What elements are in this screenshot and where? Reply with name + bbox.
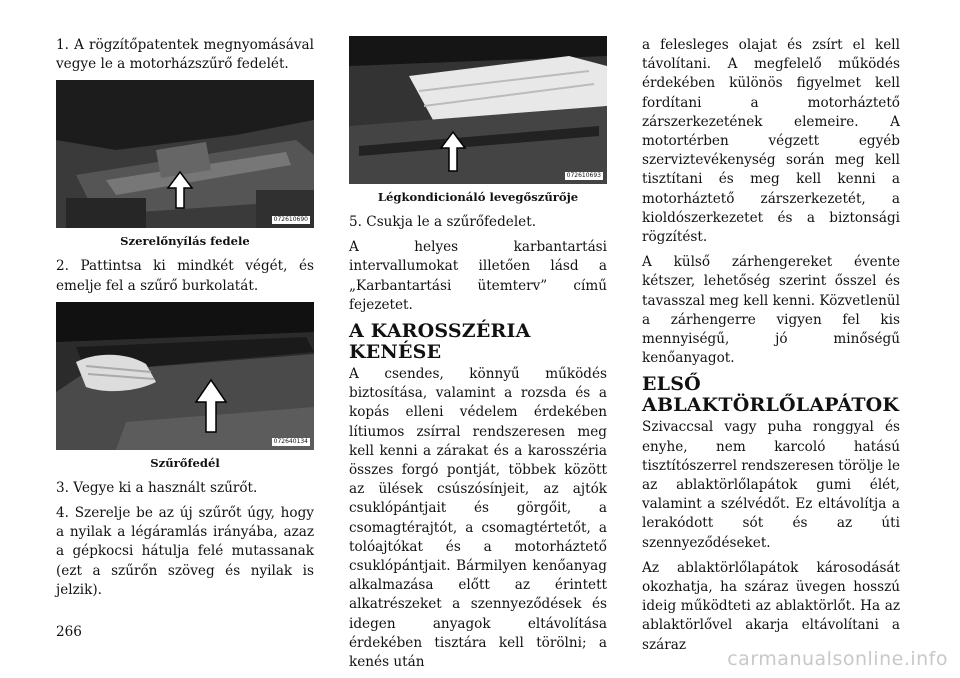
photo-access-cover: [56, 80, 314, 228]
wiper-cleaning-text: Szivaccsal vagy puha ronggyal és enyhe, nem karcoló hatású tisztítószerrel rendszeresen törölje le az ablaktörlőlapátok gumi élét, valamint a szélvédőt. Ez eltávolítja a lerakódott sót és az úti szennyeződéseket.: [642, 419, 900, 551]
page-number: 266: [56, 624, 82, 640]
caption-filter-cover: Szűrőfedél: [150, 455, 220, 470]
photo-code: 072640134: [273, 437, 308, 445]
heading-body-lubrication: A KAROSSZÉRIA KENÉSE: [349, 320, 531, 364]
step-3-text: 3. Vegye ki a használt szűrőt.: [56, 479, 258, 496]
photo-filter-cover-image: [56, 302, 314, 450]
heading-wiper-blades: ELSŐ ABLAKTÖRLŐLAPÁTOK: [642, 373, 900, 417]
maintenance-reference: A helyes karbantartási intervallumokat illetően lásd a „Karbantartási ütemterv” című fejezetet.: [349, 239, 607, 313]
photo-access-cover-image: [56, 80, 314, 228]
wiper-damage-text: Az ablaktörlőlapátok károsodását okozhatja, ha száraz üvegen hosszú ideig működteti az ablaktörlőt. Ha az ablaktörlővel akarja eltávolítani a száraz: [642, 559, 900, 653]
lock-cylinder-text: A külső zárhengereket évente kétszer, lehetőség szerint ősszel és tavasszal meg kell kenni. Közvetlenül a zárhengerre vigyen fel kis mennyiségű, jó minőségű kenőanyagot.: [642, 254, 900, 367]
lubrication-continued: a felesleges olajat és zsírt el kell távolítani. A megfelelő működés érdekében különös figyelmet kell fordítani a motorháztető zárszerkezetének elemeire. A motortérben végzett egyéb szerviztevékenység során meg kell tisztítani és meg kell kenni a motorháztető zárszerkezetét, a kioldószerkezetet és a biztonsági rögzítést.: [642, 37, 900, 246]
photo-code: 072610690: [273, 216, 308, 224]
column-middle: [349, 36, 607, 678]
watermark: carmanualsonline.info: [727, 648, 948, 670]
photo-filter-cover: [56, 302, 314, 450]
column-left: [56, 36, 314, 606]
step-4-text: 4. Szerelje be az új szűrőt úgy, hogy a nyilak a légáramlás irányába, azaz a gépkocsi hátulja felé mutassanak (ezt a szűrőn szöveg és nyilak is jelzik).: [56, 505, 314, 598]
column-right: [642, 36, 900, 661]
body-lubrication-text: A csendes, könnyű működés biztosítása, valamint a rozsda és a kopás elleni védelem érdekében lítiumos zsírral rendszeresen meg kell kenni a zárakat és a karosszéria összes forgó pontját, többek között az ülések csúszósínjeit, az ajtók csuklópántjait és görgőit, a csomagtérajtót, a csomagtértetőt, a tolóajtókat és a motorháztető csuklópántjait. Bármilyen kenőanyag alkalmazása előtt az érintett alkatrészeket a szennyeződések és idegen anyagok eltávolítása érdekében tisztára kell törölni; a kenés után: [349, 366, 607, 671]
caption-ac-filter: Légkondicionáló levegőszűrője: [377, 190, 579, 204]
step-2-text: 2. Pattintsa ki mindkét végét, és emelje fel a szűrő burkolatát.: [56, 258, 314, 294]
photo-ac-filter: [349, 36, 607, 184]
caption-access-cover: Szerelőnyílás fedele: [120, 234, 250, 249]
step-1-text: 1. A rögzítőpatentek megnyomásával vegye le a motorházszűrő fedelét.: [56, 37, 314, 73]
photo-code: 072610693: [566, 172, 601, 179]
step-5-text: 5. Csukja le a szűrőfedelet.: [349, 214, 537, 230]
photo-ac-filter-image: [349, 36, 607, 184]
